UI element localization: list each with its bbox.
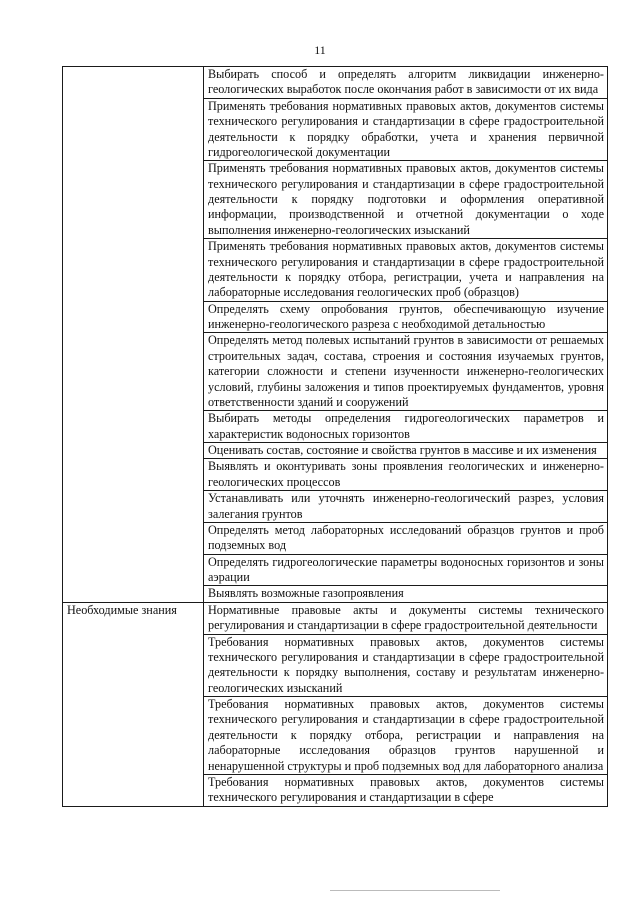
knowledge-label: Необходимые знания: [63, 602, 204, 806]
empty-label-cell: [63, 67, 204, 603]
ability-item: Выявлять возможные газопроявления: [204, 586, 608, 602]
knowledge-item: Требования нормативных правовых актов, документов системы технического регулирования и стандартизации в сфере градостроительной деятельности к порядку выполнения, составу и результатам инженерно-геологических изысканий: [204, 634, 608, 697]
knowledge-item: Требования нормативных правовых актов, документов системы технического регулирования и стандартизации в сфере градостроительной деятельности к порядку отбора, регистрации и направления на лабораторные исследования образцов грунтов нарушенной и ненарушенной структуры и проб подземных вод для лабораторного анализа: [204, 697, 608, 775]
table-row: [63, 67, 608, 99]
ability-item: Оценивать состав, состояние и свойства грунтов в массиве и их изменения: [204, 443, 608, 459]
knowledge-item: Нормативные правовые акты и документы системы технического регулирования и стандартизации в сфере градостроительной деятельности: [204, 602, 608, 634]
ability-item: Определять метод полевых испытаний грунтов в зависимости от решаемых строительных задач, состава, строения и состояния изучаемых грунтов, категории сложности и степени изученности инженерно-геологических условий, глубины заложения и типов проектируемых фундаментов, уровня ответственности зданий и сооружений: [204, 333, 608, 411]
ability-item: Выявлять и оконтуривать зоны проявления геологических и инженерно-геологических процессов: [204, 459, 608, 491]
scan-edge-line: [330, 890, 500, 891]
page-number: 11: [314, 43, 326, 57]
ability-item: Применять требования нормативных правовых актов, документов системы технического регулирования и стандартизации в сфере градостроительной деятельности к порядку отбора, регистрации, учета и направления на лабораторные исследования геологических проб (образцов): [204, 239, 608, 302]
ability-item: Устанавливать или уточнять инженерно-геологический разрез, условия залегания грунтов: [204, 491, 608, 523]
ability-item: Выбирать способ и определять алгоритм ликвидации инженерно-геологических выработок после окончания работ в зависимости от их вида: [204, 67, 608, 99]
ability-item: Определять метод лабораторных исследований образцов грунтов и проб подземных вод: [204, 522, 608, 554]
ability-item: Выбирать методы определения гидрогеологических параметров и характеристик водоносных горизонтов: [204, 411, 608, 443]
ability-item: Применять требования нормативных правовых актов, документов системы технического регулирования и стандартизации в сфере градостроительной деятельности к порядку обработки, учета и хранения первичной гидрогеологической документации: [204, 98, 608, 161]
knowledge-item: Требования нормативных правовых актов, документов системы технического регулирования и стандартизации в сфере: [204, 774, 608, 806]
table-row: [63, 602, 608, 634]
ability-item: Определять гидрогеологические параметры водоносных горизонтов и зоны аэрации: [204, 554, 608, 586]
ability-item: Применять требования нормативных правовых актов, документов системы технического регулирования и стандартизации в сфере градостроительной деятельности к порядку подготовки и оформления оперативной информации, производственной и отчетной документации о ходе выполнения инженерно-геологических изысканий: [204, 161, 608, 239]
ability-item: Определять схему опробования грунтов, обеспечивающую изучение инженерно-геологического разреза с необходимой детальностью: [204, 301, 608, 333]
requirements-table: [62, 66, 608, 807]
